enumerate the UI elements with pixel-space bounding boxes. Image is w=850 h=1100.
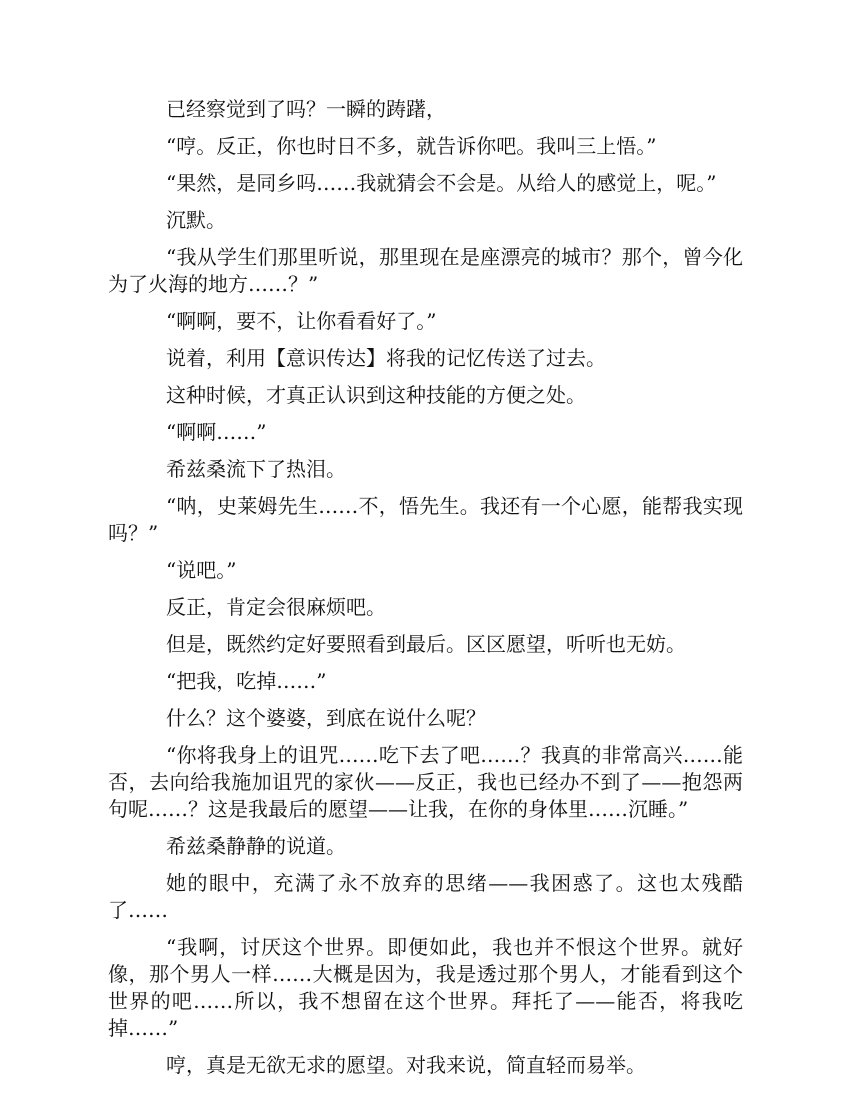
paragraph: 她的眼中，充满了永不放弃的思绪——我困惑了。这也太残酷了…… — [108, 871, 743, 922]
paragraph: “我啊，讨厌这个世界。即便如此，我也并不恨这个世界。就好像，那个男人一样……大概是因为，我是透过那个男人，才能看到这个世界的吧……所以，我不想留在这个世界。拜托了——能否，将我吃掉……” — [108, 935, 743, 1040]
paragraph: “呐，史莱姆先生……不，悟先生。我还有一个心愿，能帮我实现吗？” — [108, 494, 743, 545]
paragraph: 但是，既然约定好要照看到最后。区区愿望，听听也无妨。 — [166, 632, 686, 656]
paragraph: 哼，真是无欲无求的愿望。对我来说，简直轻而易举。 — [166, 1053, 646, 1077]
paragraph: 希兹桑静静的说道。 — [166, 834, 346, 858]
paragraph: 沉默。 — [166, 208, 226, 232]
paragraph: 已经察觉到了吗？一瞬的踌躇， — [166, 97, 446, 121]
paragraph: “啊啊……” — [166, 420, 267, 444]
paragraph: “你将我身上的诅咒……吃下去了吧……？我真的非常高兴……能否，去向给我施加诅咒的家伙——反正，我也已经办不到了——抱怨两句呢……？这是我最后的愿望——让我，在你的身体里……沉睡。” — [108, 743, 743, 821]
paragraph: 说着，利用【意识传达】将我的记忆传送了过去。 — [166, 346, 606, 370]
paragraph: 反正，肯定会很麻烦吧。 — [166, 595, 386, 619]
paragraph: “哼。反正，你也时日不多，就告诉你吧。我叫三上悟。” — [166, 134, 657, 158]
paragraph: “果然，是同乡吗……我就猜会不会是。从给人的感觉上，呢。” — [166, 171, 717, 195]
paragraph: “说吧。” — [166, 558, 237, 582]
paragraph: “啊啊，要不，让你看看好了。” — [166, 309, 437, 333]
paragraph: “我从学生们那里听说，那里现在是座漂亮的城市？那个，曾今化为了火海的地方……？” — [108, 245, 743, 296]
paragraph: 希兹桑流下了热泪。 — [166, 457, 346, 481]
paragraph: “把我，吃掉……” — [166, 669, 327, 693]
paragraph: 这种时候，才真正认识到这种技能的方便之处。 — [166, 383, 586, 407]
paragraph: 什么？这个婆婆，到底在说什么呢？ — [166, 706, 486, 730]
body-text — [108, 96, 743, 1089]
